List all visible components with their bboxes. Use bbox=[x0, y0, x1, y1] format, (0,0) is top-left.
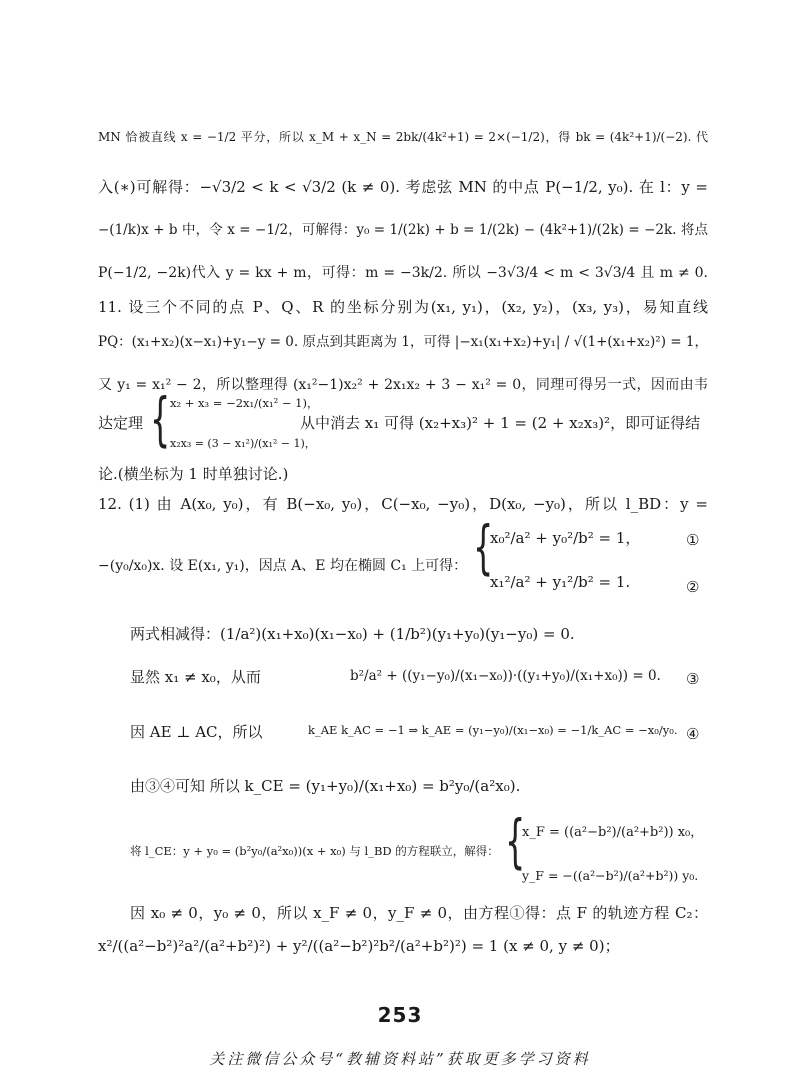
weida-tail: 从中消去 x₁ 可得 (x₂+x₃)² + 1 = (2 + x₂x₃)²，即可证得结 bbox=[300, 414, 701, 432]
problem-11-line-3: 又 y₁ = x₁² − 2，所以整理得 (x₁²−1)x₂² + 2x₁x₂ + 3 − x₁² = 0，同理可得另一式，因而由韦 bbox=[98, 377, 708, 393]
circle-mark-4: ④ bbox=[686, 725, 700, 743]
locus-intro: 因 x₀ ≠ 0，y₀ ≠ 0，所以 x_F ≠ 0，y_F ≠ 0，由方程①得：点 F 的轨迹方程 C₂： bbox=[130, 904, 708, 922]
text-line-4: P(−1/2, −2k)代入 y = kx + m，可得：m = −3k/2. 所以 −3√3/4 < m < 3√3/4 且 m ≠ 0. bbox=[98, 265, 708, 281]
weida-label: 达定理 bbox=[98, 414, 144, 432]
yF-solution: y_F = −((a²−b²)/(a²+b²)) y₀. bbox=[522, 868, 699, 883]
problem-11-line-2: PQ：(x₁+x₂)(x−x₁)+y₁−y = 0. 原点到其距离为 1，可得 |−x₁(x₁+x₂)+y₁| / √(1+(x₁+x₂)²) = 1， bbox=[98, 334, 708, 350]
left-brace-icon: { bbox=[150, 385, 171, 453]
problem-11-line-1: 11. 设三个不同的点 P、Q、R 的坐标分别为(x₁, y₁)，(x₂, y₂)，(x₃, y₃)，易知直线 bbox=[98, 298, 708, 316]
text-line-1: MN 恰被直线 x = −1/2 平分，所以 x_M + x_N = 2bk/(4k²+1) = 2×(−1/2)，得 bk = (4k²+1)/(−2). 代 bbox=[98, 130, 708, 144]
derivation-3-text: 显然 x₁ ≠ x₀，从而 bbox=[130, 668, 261, 686]
derivation-3-formula: b²/a² + ((y₁−y₀)/(x₁−x₀))·((y₁+y₀)/(x₁+x₀)) = 0. bbox=[350, 668, 661, 684]
derivation-kce: 由③④可知 所以 k_CE = (y₁+y₀)/(x₁+x₀) = b²y₀/(a²x₀). bbox=[130, 777, 521, 795]
ellipse-eq-1: x₀²/a² + y₀²/b² = 1， bbox=[490, 529, 641, 547]
xF-solution: x_F = ((a²−b²)/(a²+b²)) x₀， bbox=[522, 825, 704, 840]
circle-mark-2: ② bbox=[686, 578, 700, 596]
circle-mark-1: ① bbox=[686, 531, 700, 549]
problem-12-line-2: −(y₀/x₀)x. 设 E(x₁, y₁)，因点 A、E 均在椭圆 C₁ 上可得： bbox=[98, 558, 468, 574]
problem-12-line-1: 12. (1) 由 A(x₀, y₀)，有 B(−x₀, y₀)，C(−x₀, −y₀)，D(x₀, −y₀)，所以 l_BD：y = bbox=[98, 495, 708, 513]
circle-mark-3: ③ bbox=[686, 670, 700, 688]
derivation-4-text: 因 AE ⊥ AC，所以 bbox=[130, 723, 263, 741]
subtract-line: 两式相减得：(1/a²)(x₁+x₀)(x₁−x₀) + (1/b²)(y₁+y₀)(y₁−y₀) = 0. bbox=[130, 625, 575, 643]
locus-equation: x²/((a²−b²)²a²/(a²+b²)²) + y²/((a²−b²)²b²/(a²+b²)²) = 1 (x ≠ 0, y ≠ 0)； bbox=[98, 937, 620, 955]
left-brace-icon: { bbox=[473, 513, 494, 581]
left-brace-icon: { bbox=[505, 807, 526, 875]
derivation-4-formula: k_AE k_AC = −1 ⇒ k_AE = (y₁−y₀)/(x₁−x₀) = −1/k_AC = −x₀/y₀. bbox=[308, 723, 678, 737]
ellipse-eq-2: x₁²/a² + y₁²/b² = 1. bbox=[490, 573, 631, 591]
text-line-2: 入(∗)可解得：−√3/2 < k < √3/2 (k ≠ 0). 考虑弦 MN 的中点 P(−1/2, y₀). 在 l：y = bbox=[98, 178, 708, 196]
page-number: 253 bbox=[377, 1003, 423, 1027]
footer-notice: 关注微信公众号“教辅资料站”获取更多学习资料 bbox=[209, 1050, 591, 1068]
weida-eq-2: x₂x₃ = (3 − x₁²)/(x₁² − 1)， bbox=[170, 437, 316, 450]
problem-11-line-5: 论.(横坐标为 1 时单独讨论.) bbox=[98, 465, 289, 483]
text-line-3: −(1/k)x + b 中，令 x = −1/2，可解得：y₀ = 1/(2k) + b = 1/(2k) − (4k²+1)/(2k) = −2k. 将点 bbox=[98, 222, 708, 238]
weida-eq-1: x₂ + x₃ = −2x₁/(x₁² − 1)， bbox=[170, 396, 319, 410]
simultaneous-text: 将 l_CE：y + y₀ = (b²y₀/(a²x₀))(x + x₀) 与 l_BD 的方程联立，解得： bbox=[130, 844, 499, 858]
